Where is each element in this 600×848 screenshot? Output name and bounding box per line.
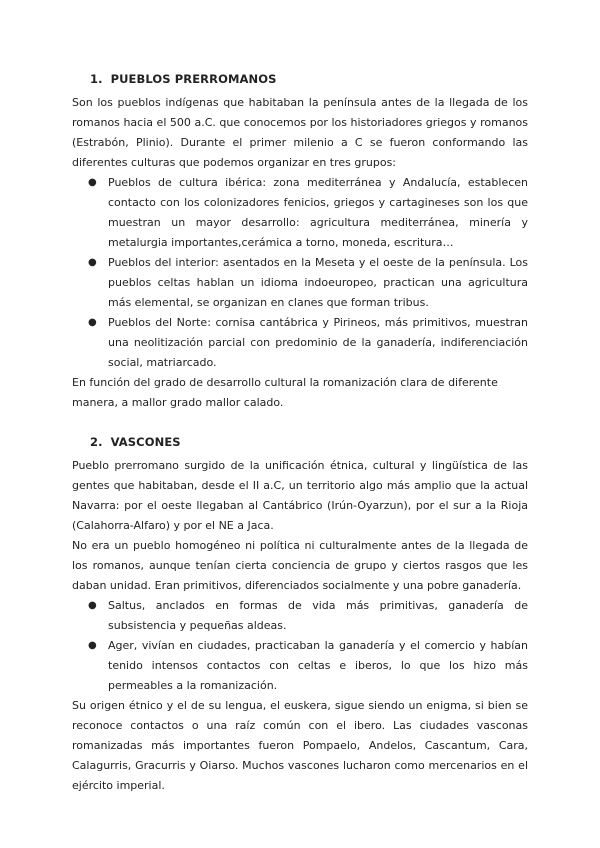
list-item-text: Ager, vivían en ciudades, practicaban la ganadería y el comercio y habían tenido intensos contactos con celtas e iberos, lo que los hizo más permeables a la romanización. bbox=[108, 639, 528, 692]
section1-bullet-list bbox=[72, 173, 528, 373]
list-item bbox=[88, 636, 528, 696]
section-heading-pueblos-prerromanos bbox=[72, 70, 528, 89]
list-item bbox=[88, 253, 528, 313]
bullet-icon: ● bbox=[88, 640, 97, 651]
list-item-text: Pueblos de cultura ibérica: zona mediterránea y Andalucía, establecen contacto con los colonizadores fenicios, griegos y cartagineses son los que muestran un mayor desarrollo: agricultura mediterránea, minería y metalurgia importantes,cerámica a torno, moneda, escritura… bbox=[108, 176, 528, 249]
list-item bbox=[88, 173, 528, 253]
section1-closing: En función del grado de desarrollo cultural la romanización clara de diferente manera, a mallor grado mallor calado. bbox=[72, 376, 498, 409]
list-item-text: Pueblos del interior: asentados en la Meseta y el oeste de la península. Los pueblos celtas hablan un idioma indoeuropeo, practican una agricultura más elemental, se organizan en clanes que forman tribus. bbox=[108, 256, 528, 309]
section2-paragraph-1: Pueblo prerromano surgido de la unificación étnica, cultural y lingüística de las gentes que habitaban, desde el II a.C, un territorio algo más amplio que la actual Navarra: por el oeste llegaban al Cantábrico (Irún-Oyarzun), por el sur a la Rioja (Calahorra-Alfaro) y por el NE a Jaca. bbox=[72, 459, 528, 532]
section-heading-vascones bbox=[72, 433, 528, 452]
bullet-icon: ● bbox=[88, 177, 97, 188]
document-body bbox=[72, 70, 528, 796]
section-number: 2. bbox=[90, 435, 103, 449]
bullet-icon: ● bbox=[88, 257, 97, 268]
list-item bbox=[88, 313, 528, 373]
list-item-text: Pueblos del Norte: cornisa cantábrica y Pirineos, más primitivos, muestran una neolitización parcial con predominio de la ganadería, indiferenciación social, matriarcado. bbox=[108, 316, 528, 369]
section2-bullet-list bbox=[72, 596, 528, 696]
section-number: 1. bbox=[90, 72, 103, 86]
section2-paragraph-3: Su origen étnico y el de su lengua, el euskera, sigue siendo un enigma, si bien se reconoce contactos o una raíz común con el ibero. Las ciudades vasconas romanizadas más importantes fueron Pompaelo, Andelos, Cascantum, Cara, Calagurris, Gracurris y Oiarso. Muchos vascones lucharon como mercenarios en el ejército imperial. bbox=[72, 699, 528, 792]
section-spacer bbox=[72, 413, 528, 433]
list-item bbox=[88, 596, 528, 636]
bullet-icon: ● bbox=[88, 317, 97, 328]
section-title: VASCONES bbox=[110, 435, 181, 449]
list-item-text: Saltus, anclados en formas de vida más primitivas, ganadería de subsistencia y pequeñas aldeas. bbox=[108, 599, 528, 632]
section-title: PUEBLOS PRERROMANOS bbox=[110, 72, 277, 86]
bullet-icon: ● bbox=[88, 600, 97, 611]
section2-paragraph-2: No era un pueblo homogéneo ni política ni culturalmente antes de la llegada de los romanos, aunque tenían cierta conciencia de grupo y ciertos rasgos que les daban unidad. Eran primitivos, diferenciados socialmente y una pobre ganadería. bbox=[72, 539, 528, 592]
section1-intro: Son los pueblos indígenas que habitaban la península antes de la llegada de los romanos hacia el 500 a.C. que conocemos por los historiadores griegos y romanos (Estrabón, Plinio). Durante el primer milenio a C se fueron conformando las diferentes culturas que podemos organizar en tres grupos: bbox=[72, 96, 528, 169]
